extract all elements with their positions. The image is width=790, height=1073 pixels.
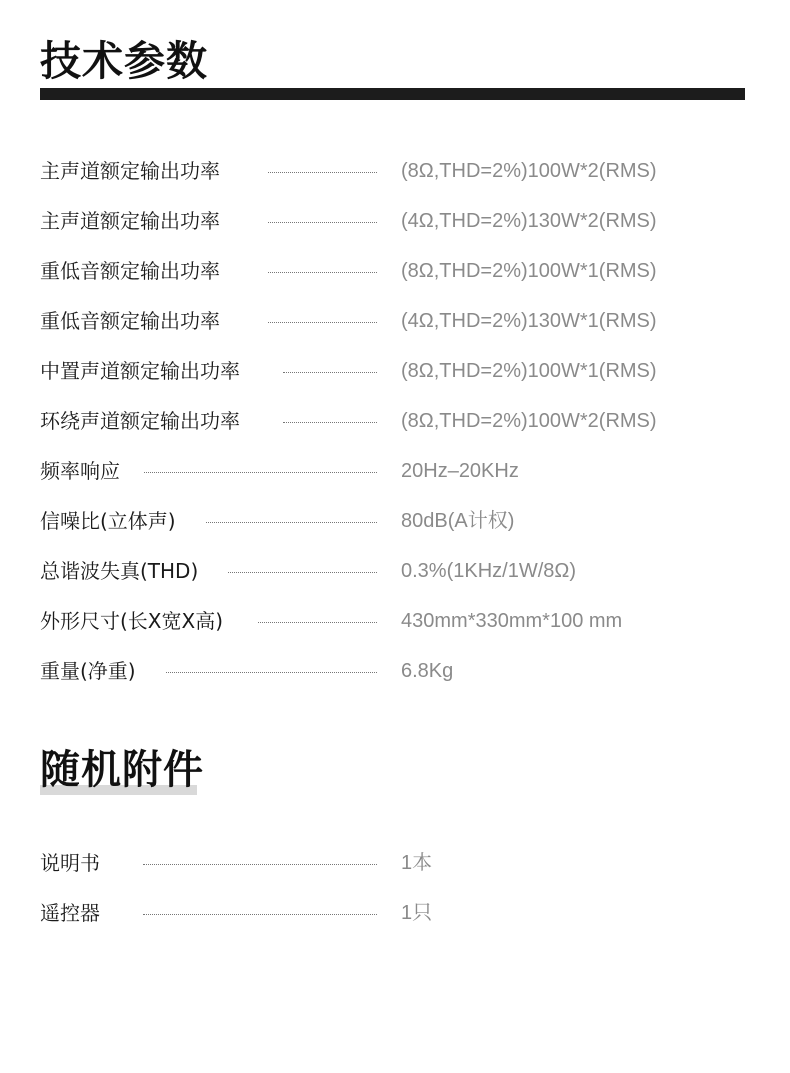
spec-row xyxy=(40,456,720,486)
spec-row xyxy=(40,356,720,386)
accessory-row xyxy=(40,848,720,878)
spec-row xyxy=(40,256,720,286)
spec-label: 重低音额定输出功率 xyxy=(40,259,220,283)
spec-value: 430mm*330mm*100 mm xyxy=(401,610,623,632)
dotted-leader xyxy=(268,322,377,323)
spec-value: (8Ω,THD=2%)100W*1(RMS) xyxy=(401,360,657,382)
spec-row xyxy=(40,506,720,536)
spec-value: (8Ω,THD=2%)100W*2(RMS) xyxy=(401,160,657,182)
spec-label: 信噪比(立体声) xyxy=(40,509,176,533)
dotted-leader xyxy=(228,572,377,573)
spec-row xyxy=(40,156,720,186)
spec-label: 频率响应 xyxy=(40,459,120,483)
dotted-leader xyxy=(268,272,377,273)
accessories-title: 随机附件 xyxy=(40,747,204,793)
spec-label: 环绕声道额定输出功率 xyxy=(40,409,240,433)
dotted-leader xyxy=(268,222,377,223)
spec-row xyxy=(40,206,720,236)
spec-value: (8Ω,THD=2%)100W*1(RMS) xyxy=(401,260,657,282)
specs-title: 技术参数 xyxy=(40,37,208,85)
spec-row xyxy=(40,306,720,336)
dotted-leader xyxy=(144,472,377,473)
spec-label: 重量(净重) xyxy=(40,659,136,683)
accessory-value: 1本 xyxy=(401,852,433,874)
spec-value: 6.8Kg xyxy=(401,660,454,682)
spec-label: 主声道额定输出功率 xyxy=(40,209,220,233)
spec-label: 外形尺寸(长X宽X高) xyxy=(40,609,224,633)
spec-label: 总谐波失真(THD) xyxy=(40,559,199,583)
accessory-label: 说明书 xyxy=(40,851,100,875)
spec-value: (8Ω,THD=2%)100W*2(RMS) xyxy=(401,410,657,432)
accessory-row xyxy=(40,898,720,928)
spec-row xyxy=(40,606,720,636)
spec-value: 20Hz–20KHz xyxy=(401,460,519,482)
spec-value: 0.3%(1KHz/1W/8Ω) xyxy=(401,560,576,582)
spec-value: 80dB(A计权) xyxy=(401,510,515,532)
dotted-leader xyxy=(258,622,377,623)
spec-label: 重低音额定输出功率 xyxy=(40,309,220,333)
spec-row xyxy=(40,406,720,436)
spec-label: 中置声道额定输出功率 xyxy=(40,359,240,383)
dotted-leader xyxy=(143,914,377,915)
spec-row xyxy=(40,556,720,586)
dotted-leader xyxy=(283,372,377,373)
dotted-leader xyxy=(206,522,377,523)
dotted-leader xyxy=(143,864,377,865)
dotted-leader xyxy=(268,172,377,173)
spec-value: (4Ω,THD=2%)130W*1(RMS) xyxy=(401,310,657,332)
accessory-value: 1只 xyxy=(401,902,433,924)
dotted-leader xyxy=(283,422,377,423)
spec-value: (4Ω,THD=2%)130W*2(RMS) xyxy=(401,210,657,232)
dotted-leader xyxy=(166,672,377,673)
spec-row xyxy=(40,656,720,686)
title-divider xyxy=(40,88,745,100)
spec-label: 主声道额定输出功率 xyxy=(40,159,220,183)
accessory-label: 遥控器 xyxy=(40,901,100,925)
